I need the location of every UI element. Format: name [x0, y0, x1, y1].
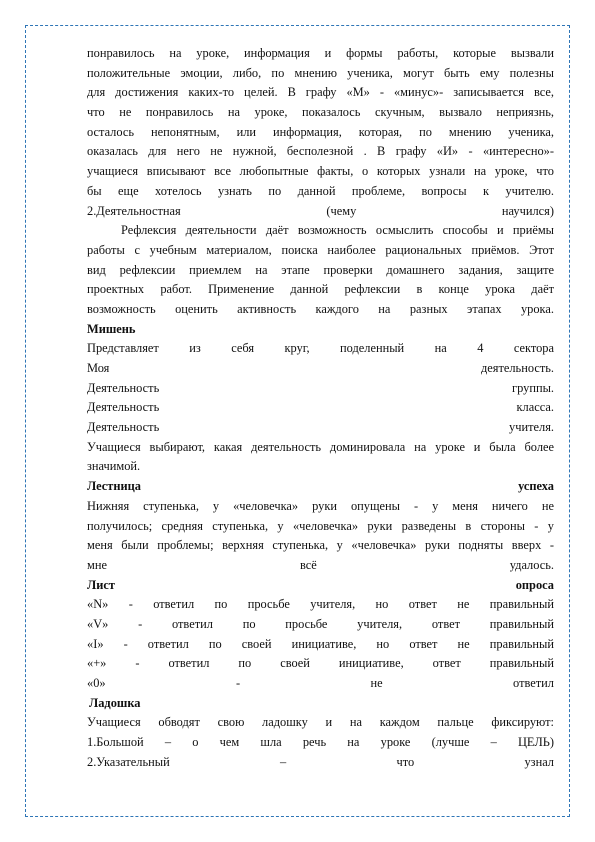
text-line: работы с учебным материалом, поиска наиболее рациональных приёмов. Этот: [87, 242, 554, 257]
document-body: [87, 44, 554, 772]
text-line: Деятельность учителя.: [87, 420, 554, 435]
text-line: 2.Деятельностная (чему научился): [87, 203, 554, 218]
text-line: оказалась для него не нужной, бесполезной . В графу «И» - «интересно»-: [87, 144, 554, 159]
text-line: проектных работ. Применение данной рефлексии в конце урока даёт: [87, 282, 554, 297]
text-line: Учащиеся выбирают, какая деятельность доминировала на уроке и была более: [87, 439, 554, 454]
text-line: бы еще хотелось узнать по данной проблеме, вопросы к учителю.: [87, 183, 554, 198]
section-heading: Ладошка: [89, 695, 141, 710]
text-line: Представляет из себя круг, поделенный на 4 сектора: [87, 341, 554, 356]
text-line: «N» - ответил по просьбе учителя, но ответ не правильный: [87, 597, 554, 612]
text-line: учащиеся вписывают все любопытные факты, о которых узнали на уроке, что: [87, 164, 554, 179]
text-line: «+» - ответил по своей инициативе, ответ правильный: [87, 656, 554, 671]
text-line: возможность оценить активность каждого на разных этапах урока.: [87, 301, 554, 316]
text-line: «I» - ответил по своей инициативе, но ответ не правильный: [87, 636, 554, 651]
section-heading: Лестница успеха: [87, 479, 554, 494]
text-line: получилось; средняя ступенька, у «человечка» руки разведены в стороны - у: [87, 518, 554, 533]
text-line: 1.Большой – о чем шла речь на уроке (лучше – ЦЕЛЬ): [87, 735, 554, 750]
text-line: Нижняя ступенька, у «человечка» руки опущены - у меня ничего не: [87, 498, 554, 513]
text-line: Учащиеся обводят свою ладошку и на каждом пальце фиксируют:: [87, 715, 554, 730]
text-line: Рефлексия деятельности даёт возможность осмыслить способы и приёмы: [121, 223, 554, 238]
text-line: «V» - ответил по просьбе учителя, ответ правильный: [87, 616, 554, 631]
section-heading: Лист опроса: [87, 577, 554, 592]
text-line: что не понравилось на уроке, показалось скучным, вызвало неприязнь,: [87, 105, 554, 120]
text-line: 2.Указательный – что узнал: [87, 754, 554, 769]
text-line: Деятельность группы.: [87, 380, 554, 395]
text-line: осталось непонятным, или информация, которая, по мнению ученика,: [87, 124, 554, 139]
section-heading: Мишень: [87, 321, 136, 336]
text-line: Деятельность класса.: [87, 400, 554, 415]
text-line: для достижения каких-то целей. В графу «М» - «минус»- записывается все,: [87, 85, 554, 100]
text-line: понравилось на уроке, информация и формы работы, которые вызвали: [87, 46, 554, 60]
text-line: значимой.: [87, 459, 141, 474]
text-line: положительные эмоции, либо, по мнению ученика, могут быть ему полезны: [87, 65, 554, 80]
text-line: «0» - не ответил: [87, 676, 554, 690]
text-line: меня были проблемы; верхняя ступенька, у «человечка» руки подняты вверх -: [87, 538, 554, 553]
text-line: вид рефлексии приемлем на этапе проверки домашнего задания, защите: [87, 262, 554, 277]
text-line: мне всё удалось.: [87, 557, 554, 572]
text-line: Моя деятельность.: [87, 361, 554, 375]
